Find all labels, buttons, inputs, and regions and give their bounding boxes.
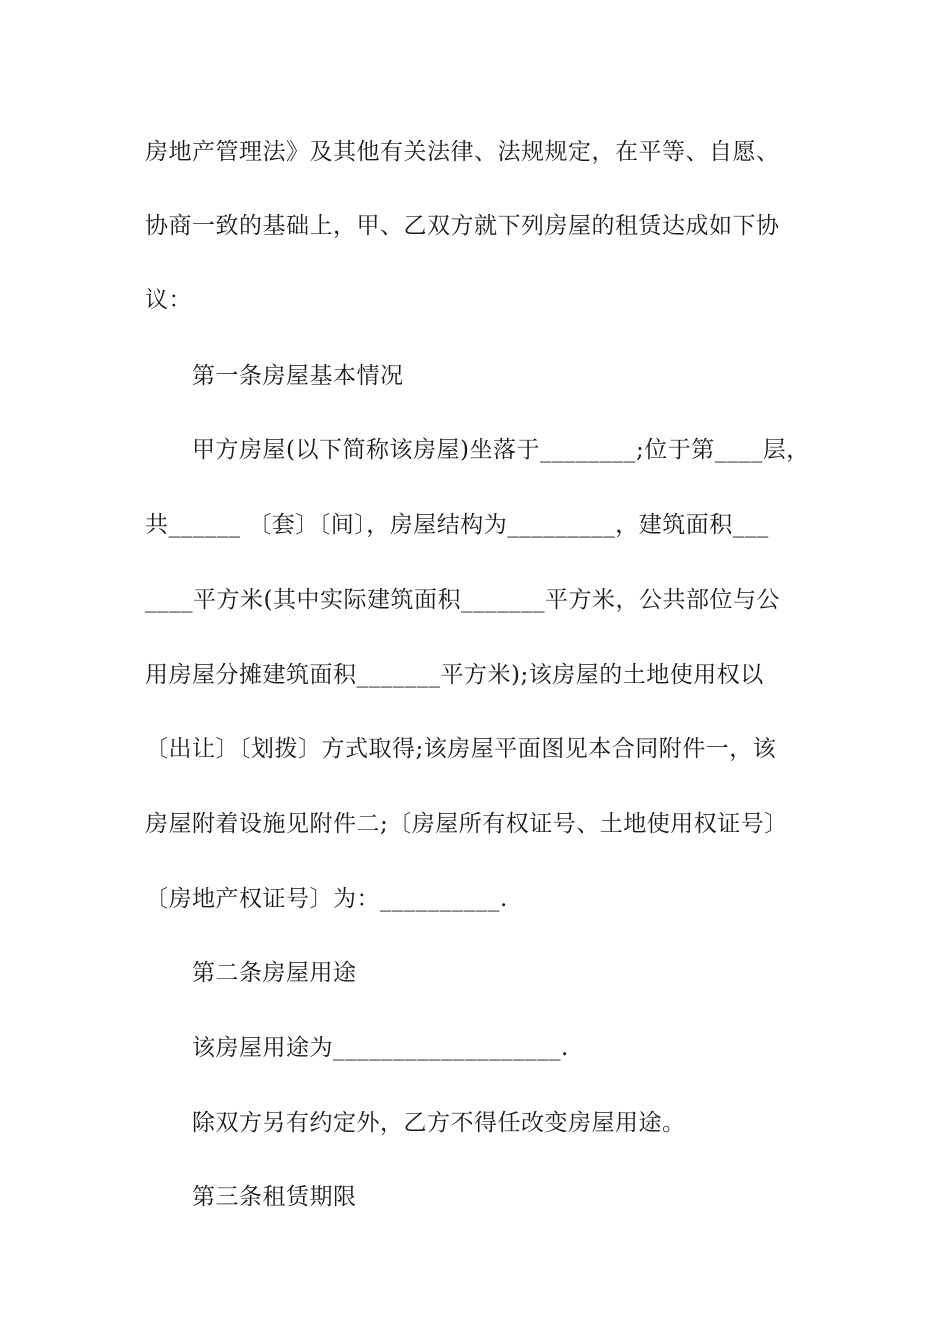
paragraph-line: 〔出让〕〔划拨〕方式取得;该房屋平面图见本合同附件一，该 (145, 736, 777, 762)
paragraph-line: 议： (145, 287, 192, 313)
paragraph-line: 除双方另有约定外，乙方不得任改变房屋用途。 (192, 1110, 686, 1136)
section-heading-2: 第二条房屋用途 (192, 960, 357, 986)
paragraph-line: 甲方房屋(以下简称该房屋)坐落于________;位于第____层， (192, 437, 810, 463)
paragraph-line: 该房屋用途为___________________. (192, 1035, 569, 1061)
paragraph-line: 共______ 〔套〕〔间〕，房屋结构为_________，建筑面积___ (145, 512, 769, 538)
section-heading-1: 第一条房屋基本情况 (192, 363, 404, 389)
paragraph-line: 用房屋分摊建筑面积_______平方米);该房屋的土地使用权以 (145, 662, 764, 688)
paragraph-line: 房屋附着设施见附件二;〔房屋所有权证号、土地使用权证号〕 (145, 811, 788, 837)
section-heading-3: 第三条租赁期限 (192, 1184, 357, 1210)
paragraph-line: 房地产管理法》及其他有关法律、法规规定，在平等、自愿、 (145, 139, 780, 165)
paragraph-line: ____平方米(其中实际建筑面积_______平方米，公共部位与公 (145, 587, 780, 613)
paragraph-line: 〔房地产权证号〕为：__________. (145, 886, 508, 912)
paragraph-line: 协商一致的基础上，甲、乙双方就下列房屋的租赁达成如下协 (145, 213, 780, 239)
